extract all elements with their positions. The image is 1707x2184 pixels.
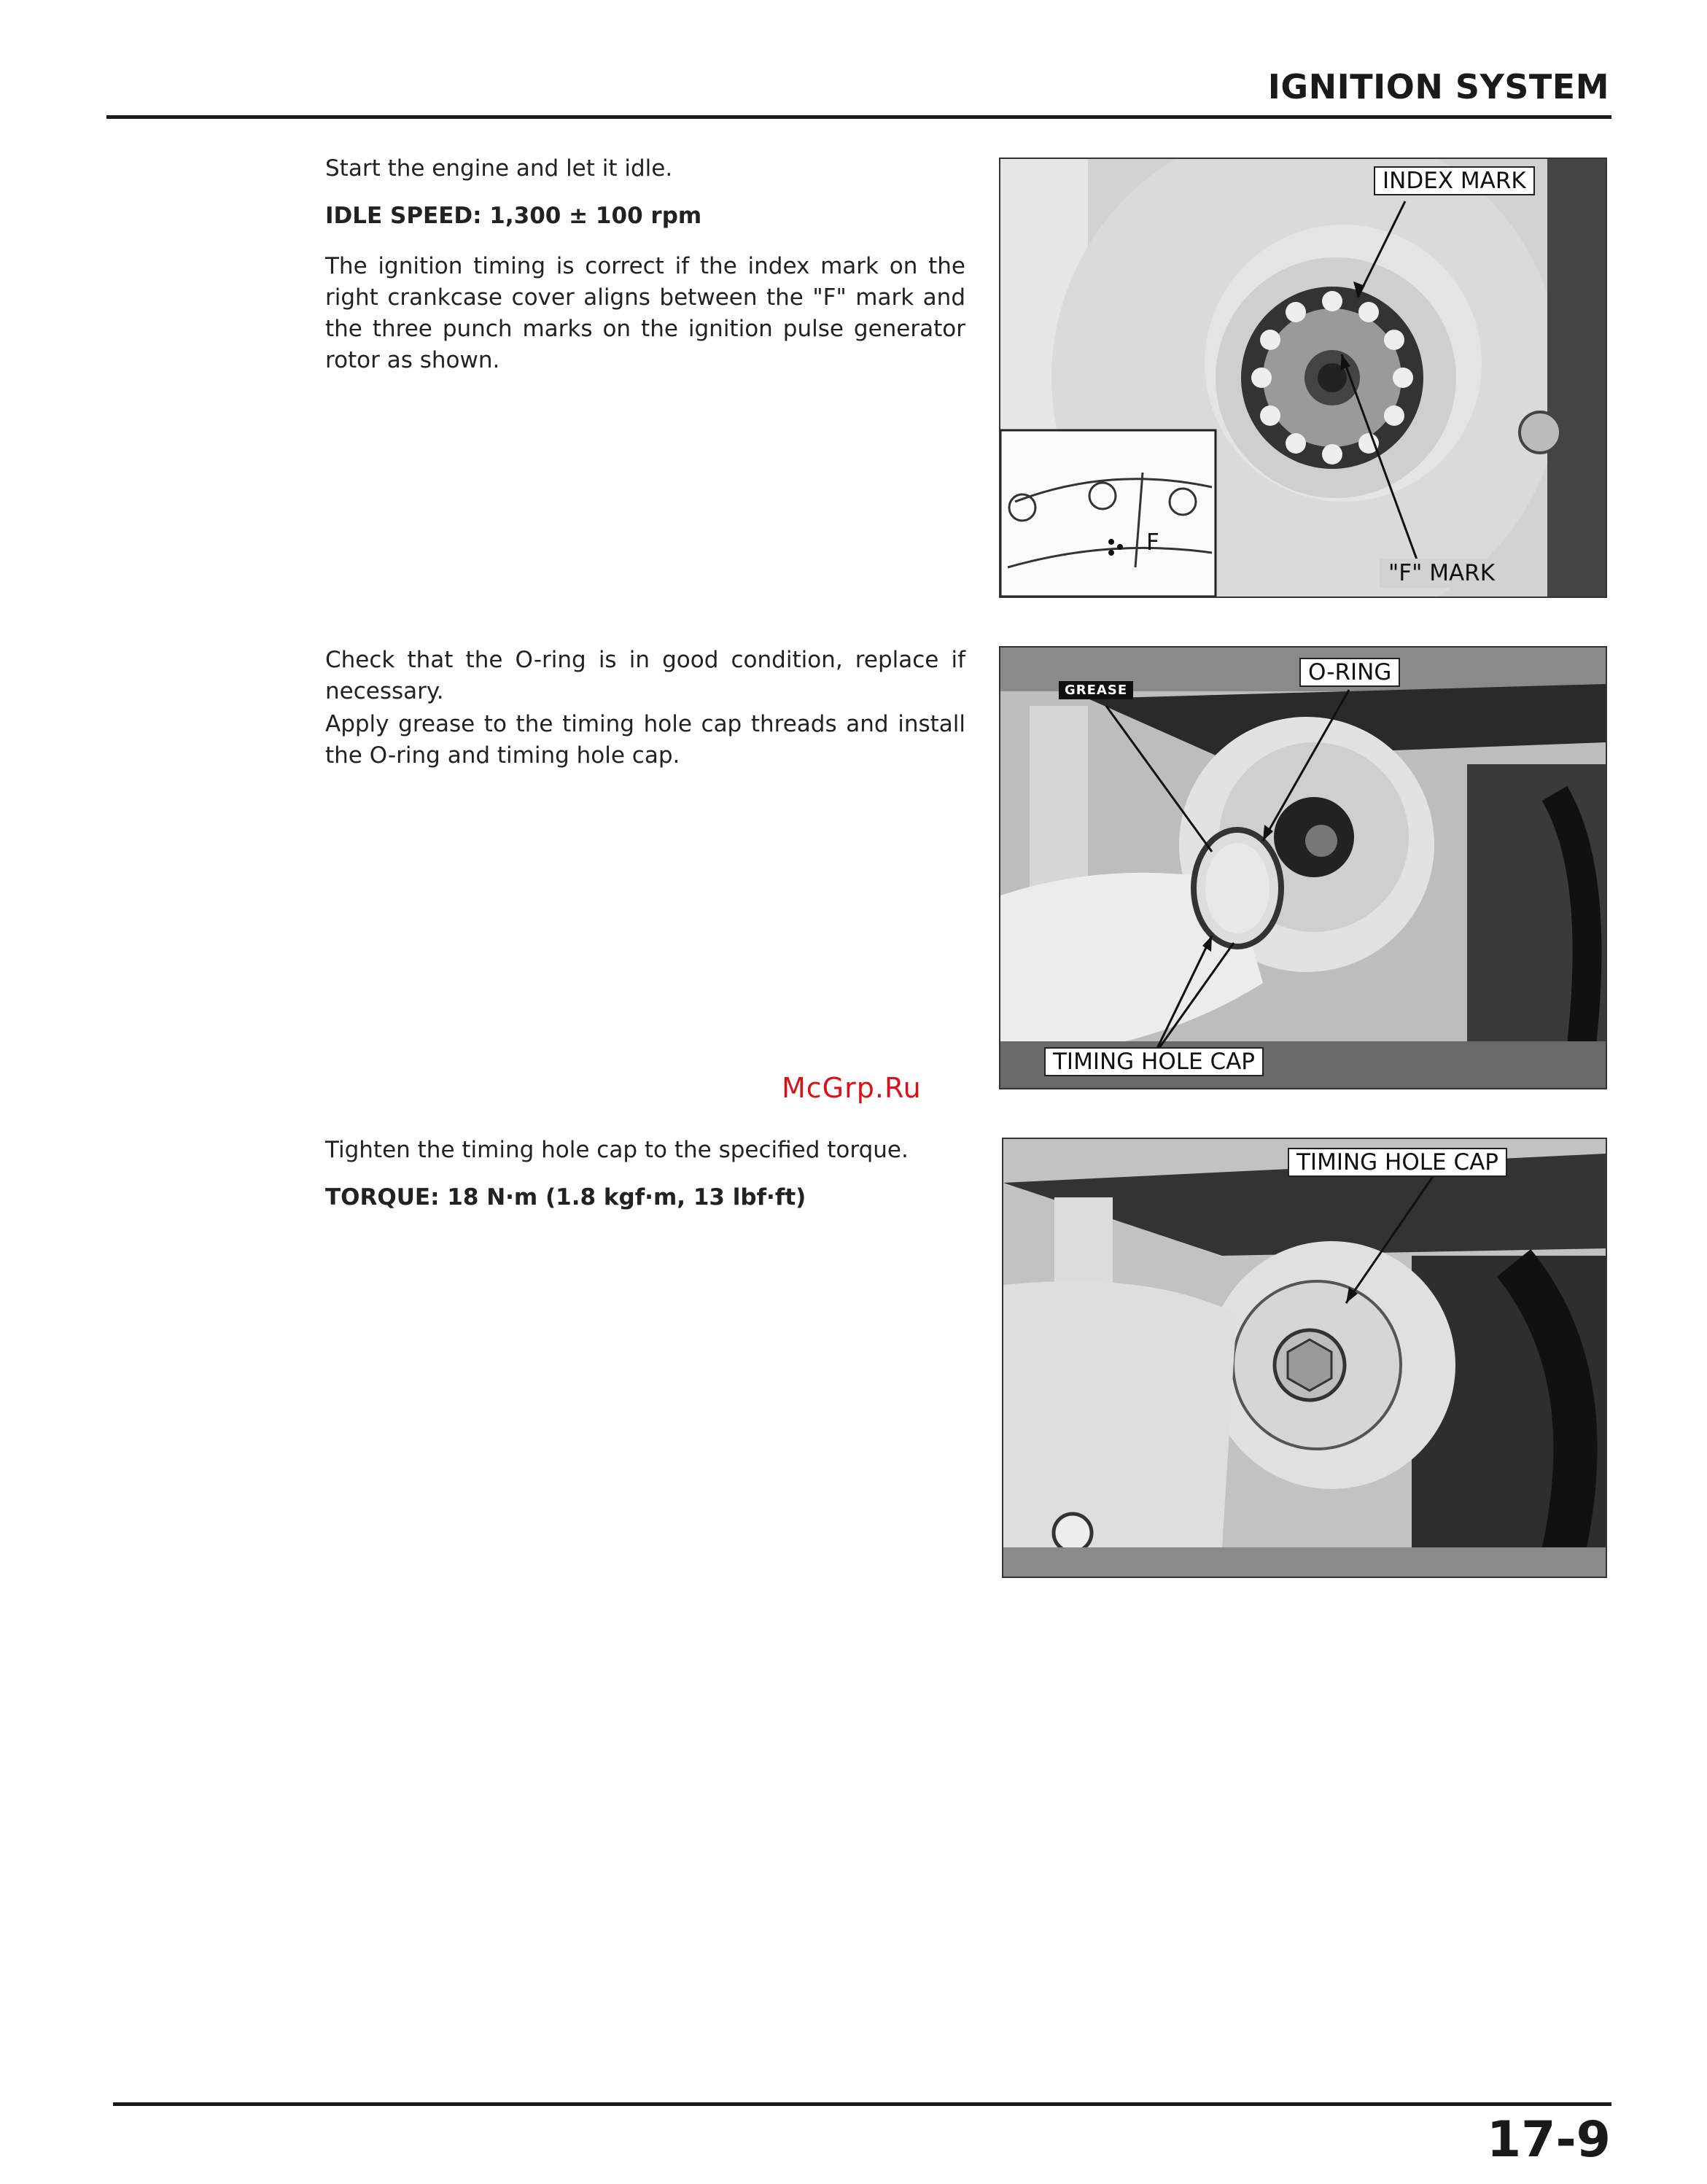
inset-f-mark-label: F — [1146, 529, 1159, 556]
figure-cap-installed-drawing — [1003, 1139, 1606, 1577]
footer-rule — [113, 2102, 1611, 2106]
page-number: 17-9 — [1486, 2111, 1611, 2169]
torque-spec: TORQUE: 18 N·m (1.8 kgf·m, 13 lbf·ft) — [325, 1184, 806, 1210]
step2-grease-instruction: Apply grease to the timing hole cap threads and install the O-ring and timing hole cap. — [325, 711, 965, 769]
step2-oring-check: Check that the O-ring is in good condition, replace if necessary. — [325, 647, 965, 704]
figure-oring-install-drawing — [1000, 648, 1606, 1088]
callout-timing-hole-cap: TIMING HOLE CAP — [1044, 1047, 1264, 1076]
step1-block — [325, 153, 965, 376]
figure-cap-installed — [1002, 1138, 1607, 1578]
step1-instruction: Start the engine and let it idle. — [325, 155, 673, 182]
figure-timing-marks — [999, 158, 1607, 598]
callout-f-mark: "F" MARK — [1380, 559, 1504, 588]
step3-instruction: Tighten the timing hole cap to the specified torque. — [325, 1137, 909, 1163]
callout-o-ring: O-RING — [1299, 658, 1400, 687]
site-watermark: McGrp.Ru — [782, 1072, 922, 1104]
callout-index-mark: INDEX MARK — [1374, 166, 1535, 195]
step1-explanation: The ignition timing is correct if the index mark on the right crankcase cover aligns between the "F" mark and the three punch marks on the ignition pulse generator rotor as shown. — [325, 253, 965, 373]
section-title: IGNITION SYSTEM — [1267, 67, 1609, 106]
header-rule — [106, 115, 1611, 119]
idle-speed-spec: IDLE SPEED: 1,300 ± 100 rpm — [325, 203, 702, 229]
callout-timing-hole-cap-installed: TIMING HOLE CAP — [1288, 1148, 1507, 1177]
step3-block — [325, 1135, 965, 1213]
grease-tag: GREASE — [1059, 681, 1133, 699]
step2-block — [325, 645, 965, 772]
figure-timing-marks-drawing — [1000, 159, 1606, 596]
figure-oring-install — [999, 646, 1607, 1089]
